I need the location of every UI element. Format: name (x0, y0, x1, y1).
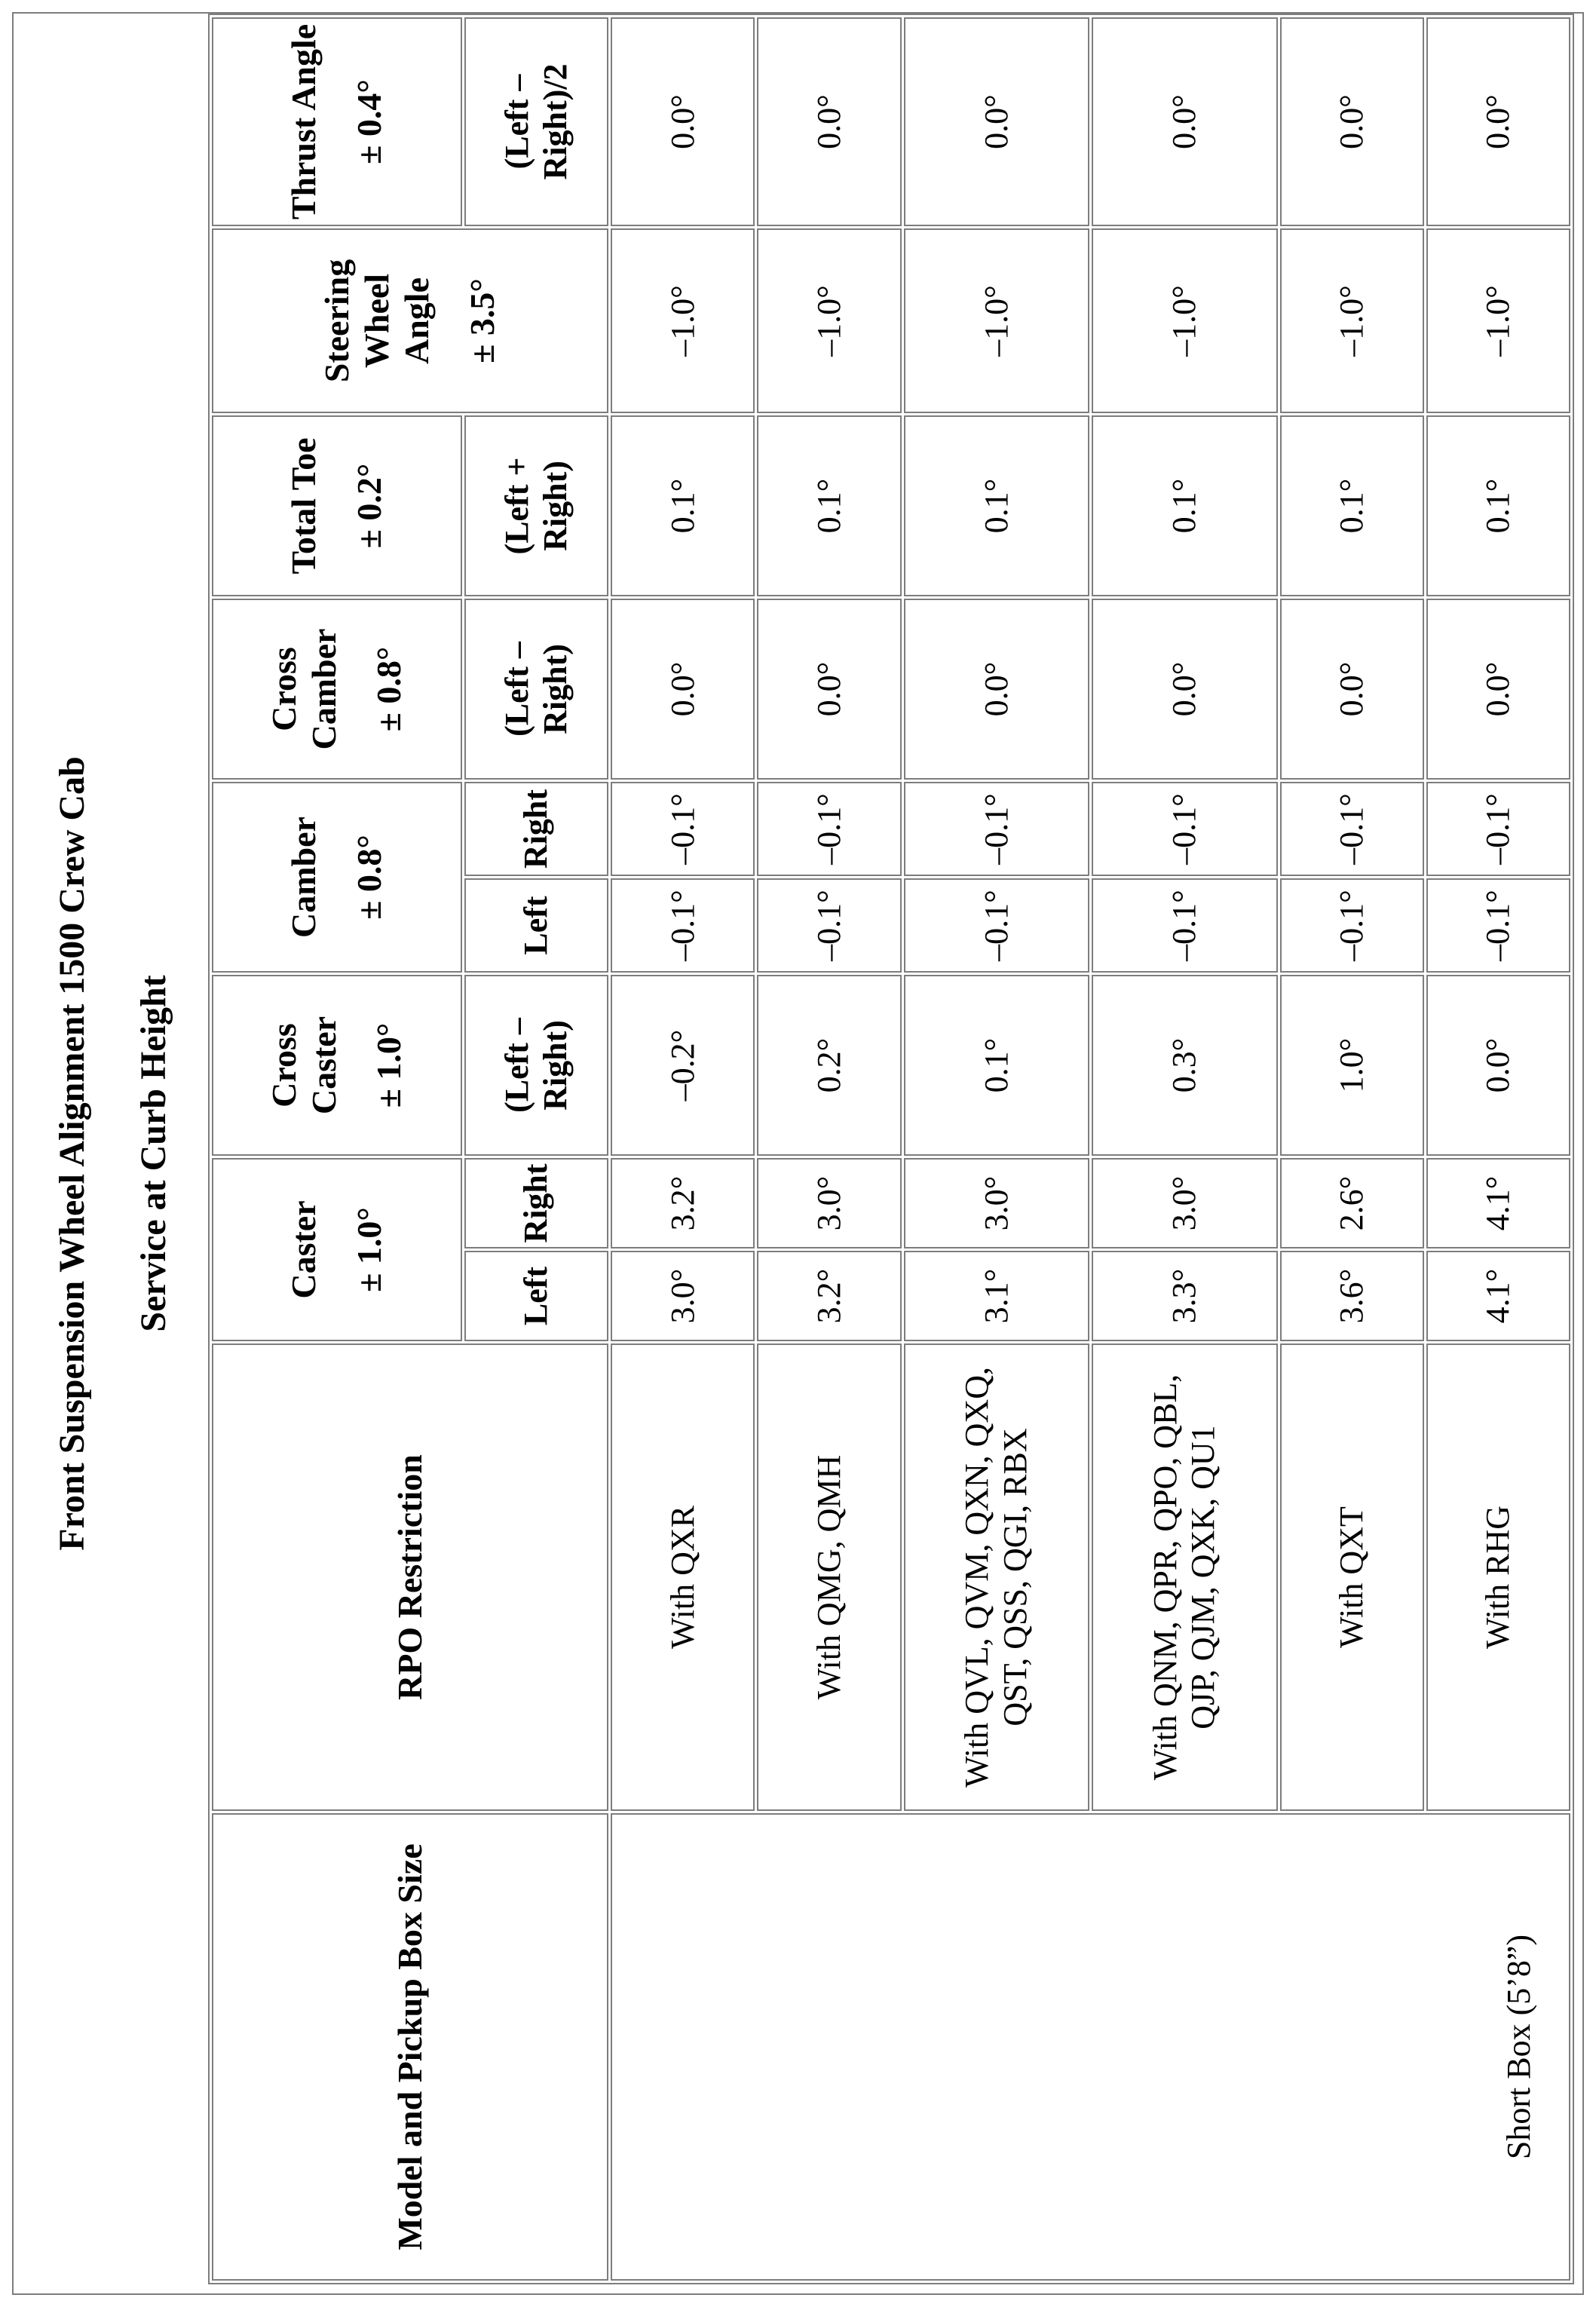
total-toe-cell: 0.1° (1426, 415, 1570, 596)
thrust-cell: 0.0° (611, 17, 755, 226)
caster-right-header: Right (464, 1158, 608, 1248)
cross-camber-formula: (Left – Right) (464, 599, 608, 780)
thrust-cell: 0.0° (1426, 17, 1570, 226)
rpo-cell: With QVL, QVM, QXN, QXQ, QST, QSS, QGI, RBX (904, 1343, 1090, 1811)
cross-caster-cell: –0.2° (611, 975, 755, 1156)
camber-left-cell: –0.1° (1426, 878, 1570, 973)
rpo-cell: With QXR (611, 1343, 755, 1811)
camber-left-cell: –0.1° (1092, 878, 1278, 973)
header-cross-caster (212, 975, 462, 1156)
camber-label: Camber (284, 816, 323, 938)
caster-right-cell: 3.0° (1092, 1158, 1278, 1248)
total-toe-label: Total Toe (284, 437, 323, 574)
camber-right-cell: –0.1° (904, 782, 1090, 876)
header-caster (212, 1158, 462, 1341)
cross-caster-cell: 0.0° (1426, 975, 1570, 1156)
caster-left-cell: 4.1° (1426, 1251, 1570, 1341)
steering-cell: –1.0° (611, 228, 755, 413)
alignment-spec-table (208, 14, 1574, 2284)
cross-caster-cell: 0.3° (1092, 975, 1278, 1156)
caster-left-cell: 3.3° (1092, 1251, 1278, 1341)
thrust-label: Thrust Angle (284, 23, 323, 220)
camber-right-cell: –0.1° (1092, 782, 1278, 876)
caster-left-cell: 3.6° (1280, 1251, 1424, 1341)
caster-right-cell: 3.2° (611, 1158, 755, 1248)
total-toe-tolerance: ± 0.2° (350, 463, 389, 549)
total-toe-formula: (Left + Right) (464, 415, 608, 596)
rpo-cell: With RHG (1426, 1343, 1570, 1811)
cross-caster-cell: 0.2° (757, 975, 901, 1156)
caster-left-cell: 3.0° (611, 1251, 755, 1341)
camber-right-cell: –0.1° (757, 782, 901, 876)
caster-left-cell: 3.1° (904, 1251, 1090, 1341)
rpo-cell: With QNM, QPR, QPO, QBL, QJP, QJM, QXK, QU1 (1092, 1343, 1278, 1811)
total-toe-cell: 0.1° (904, 415, 1090, 596)
rpo-cell: With QXT (1280, 1343, 1424, 1811)
caster-right-cell: 2.6° (1280, 1158, 1424, 1248)
thrust-tolerance: ± 0.4° (350, 79, 389, 164)
steering-cell: –1.0° (1280, 228, 1424, 413)
header-model: Model and Pickup Box Size (212, 1813, 608, 2281)
cross-camber-cell: 0.0° (1426, 599, 1570, 780)
cross-camber-cell: 0.0° (1092, 599, 1278, 780)
cross-camber-cell: 0.0° (611, 599, 755, 780)
steering-label: Steering Wheel Angle (317, 259, 437, 383)
steering-cell: –1.0° (904, 228, 1090, 413)
cross-caster-formula: (Left – Right) (464, 975, 608, 1156)
thrust-cell: 0.0° (757, 17, 901, 226)
caster-label: Caster (284, 1200, 323, 1299)
total-toe-cell: 0.1° (611, 415, 755, 596)
caster-right-cell: 4.1° (1426, 1158, 1570, 1248)
page-subtitle: Service at Curb Height (133, 975, 173, 1332)
cross-camber-tolerance: ± 0.8° (369, 646, 409, 732)
camber-left-cell: –0.1° (611, 878, 755, 973)
caster-right-cell: 3.0° (904, 1158, 1090, 1248)
header-rpo: RPO Restriction (212, 1343, 608, 1811)
page-title: Front Suspension Wheel Alignment 1500 Crew Cab (52, 756, 92, 1551)
thrust-cell: 0.0° (904, 17, 1090, 226)
model-cell: Short Box (5’8”) (611, 1813, 1570, 2281)
camber-left-cell: –0.1° (757, 878, 901, 973)
cross-caster-tolerance: ± 1.0° (369, 1022, 409, 1108)
camber-right-header: Right (464, 782, 608, 876)
steering-cell: –1.0° (1426, 228, 1570, 413)
total-toe-cell: 0.1° (1280, 415, 1424, 596)
camber-left-header: Left (464, 878, 608, 973)
steering-cell: –1.0° (1092, 228, 1278, 413)
header-total-toe (212, 415, 462, 596)
caster-left-header: Left (464, 1251, 608, 1341)
total-toe-cell: 0.1° (1092, 415, 1278, 596)
camber-right-cell: –0.1° (611, 782, 755, 876)
title-block (14, 14, 208, 2293)
header-thrust-angle (212, 17, 462, 226)
table-row (611, 17, 755, 2281)
steering-cell: –1.0° (757, 228, 901, 413)
document-frame (12, 12, 1584, 2295)
header-cross-camber (212, 599, 462, 780)
caster-right-cell: 3.0° (757, 1158, 901, 1248)
caster-tolerance: ± 1.0° (350, 1207, 389, 1292)
cross-camber-label: Cross Camber (264, 628, 343, 750)
thrust-formula: (Left – Right)/2 (464, 17, 608, 226)
cross-camber-cell: 0.0° (757, 599, 901, 780)
rpo-cell: With QMG, QMH (757, 1343, 901, 1811)
camber-right-cell: –0.1° (1280, 782, 1424, 876)
camber-tolerance: ± 0.8° (350, 835, 389, 920)
camber-left-cell: –0.1° (1280, 878, 1424, 973)
steering-tolerance: ± 3.5° (463, 278, 501, 363)
caster-left-cell: 3.2° (757, 1251, 901, 1341)
cross-caster-cell: 1.0° (1280, 975, 1424, 1156)
header-camber (212, 782, 462, 973)
thrust-cell: 0.0° (1280, 17, 1424, 226)
camber-left-cell: –0.1° (904, 878, 1090, 973)
cross-caster-label: Cross Caster (264, 1016, 343, 1115)
cross-camber-cell: 0.0° (1280, 599, 1424, 780)
thrust-cell: 0.0° (1092, 17, 1278, 226)
cross-caster-cell: 0.1° (904, 975, 1090, 1156)
header-steering-wheel-angle (212, 228, 608, 413)
total-toe-cell: 0.1° (757, 415, 901, 596)
camber-right-cell: –0.1° (1426, 782, 1570, 876)
cross-camber-cell: 0.0° (904, 599, 1090, 780)
